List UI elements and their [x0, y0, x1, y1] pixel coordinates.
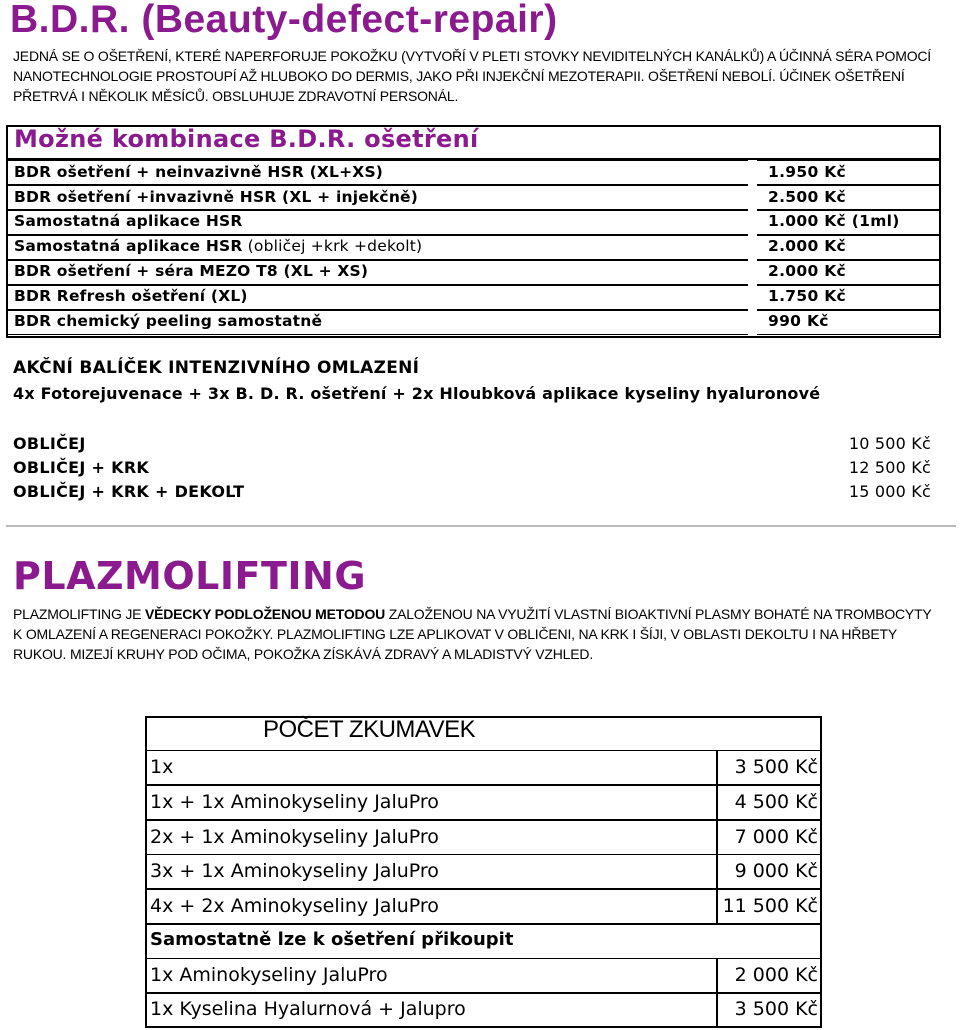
tube-row-label: 1x Aminokyseliny JaluPro: [150, 964, 388, 986]
combination-price: 1.750 Kč: [768, 287, 847, 305]
combination-price: 2.000 Kč: [768, 262, 847, 280]
package-description: 4x Fotorejuvenace + 3x B. D. R. ošetření + 2x Hloubková aplikace kyseliny hyaluronové: [13, 384, 821, 403]
combination-price: 2.500 Kč: [768, 188, 847, 206]
tube-row-price: 2 000 Kč: [734, 964, 818, 986]
intro-paragraph: JEDNÁ SE O OŠETŘENÍ, KTERÉ NAPERFORUJE POKOŽKU (VYTVOŘÍ V PLETI STOVKY NEVIDITELNÝCH KANÁLKŮ) A ÚČINNÁ SÉRA POMOCÍ NANOTECHNOLOGIE PROSTOUPÍ AŽ HLUBOKO DO DERMIS, JAKO PŘI INJEKČNÍ MEZOTERAPII. OŠETŘENÍ NEBOLÍ. ÚČINEK OŠETŘENÍ PŘETRVÁ I NĚKOLIK MĚSÍCŮ. OBSLUHUJE ZDRAVOTNÍ PERSONÁL.: [13, 48, 931, 104]
plazmolifting-emphasis: VĚDECKY PODLOŽENOU METODOU: [144, 606, 386, 622]
tubes-table-header: POČET ZKUMAVEK: [263, 716, 476, 743]
combination-label: BDR ošetření + neinvazivně HSR (XL+XS): [14, 163, 384, 181]
tubes-extra-title: Samostatně lze k ošetření přikoupit: [150, 929, 514, 950]
package-item-label: OBLIČEJ + KRK: [13, 458, 150, 477]
tube-row-price: 11 500 Kč: [722, 895, 818, 917]
combination-price: 1.000 Kč (1ml): [768, 212, 900, 230]
table-row: [145, 750, 822, 785]
page-title: B.D.R. (Beauty-defect-repair): [10, 0, 558, 41]
tube-row-price: 7 000 Kč: [734, 826, 818, 848]
package-item-label: OBLIČEJ: [13, 434, 86, 453]
combination-price: 990 Kč: [768, 312, 829, 330]
tube-row-label: 4x + 2x Aminokyseliny JaluPro: [150, 895, 439, 917]
package-item-price: 15 000 Kč: [848, 482, 931, 501]
section-divider: [6, 525, 956, 527]
tube-row-label: 2x + 1x Aminokyseliny JaluPro: [150, 826, 439, 848]
combination-label: BDR Refresh ošetření (XL): [14, 287, 248, 305]
tube-row-label: 1x + 1x Aminokyseliny JaluPro: [150, 791, 439, 813]
package-title: AKČNÍ BALÍČEK INTENZIVNÍHO OMLAZENÍ: [13, 358, 420, 378]
combination-label: BDR ošetření + séra MEZO T8 (XL + XS): [14, 262, 369, 280]
combination-label: BDR ošetření +invazivně HSR (XL + injekčně): [14, 188, 419, 206]
package-item-price: 10 500 Kč: [848, 434, 931, 453]
tube-row-price: 3 500 Kč: [734, 998, 818, 1020]
combination-label: BDR chemický peeling samostatně: [14, 312, 323, 330]
combination-label: Samostatná aplikace HSR: [14, 212, 243, 230]
tube-row-label: 1x: [150, 756, 174, 778]
tube-row-price: 4 500 Kč: [734, 791, 818, 813]
package-item-label: OBLIČEJ + KRK + DEKOLT: [13, 482, 245, 501]
combination-price: 2.000 Kč: [768, 237, 847, 255]
combination-label: Samostatná aplikace HSR (obličej +krk +dekolt): [14, 237, 423, 255]
plazmolifting-description: PLAZMOLIFTING JE VĚDECKY PODLOŽENOU METODOU ZALOŽENOU NA VYUŽITÍ VLASTNÍ BIOAKTIVNÍ PLASMY BOHATÉ NA TROMBOCYTY K OMLAZENÍ A REGENERACI POKOŽKY. PLAZMOLIFTING LZE APLIKOVAT V OBLIČENI, NA KRK I ŠÍJI, V OBLASTI DEKOLTU I NA HŘBETY RUKOU. MIZEJÍ KRUHY POD OČIMA, POKOŽKA ZÍSKÁVÁ ZDRAVÝ A MLADISTVÝ VZHLED.: [13, 606, 932, 662]
tube-row-price: 3 500 Kč: [734, 756, 818, 778]
tube-row-price: 9 000 Kč: [734, 860, 818, 882]
combinations-title: Možné kombinace B.D.R. ošetření: [14, 125, 479, 153]
tube-row-label: 3x + 1x Aminokyseliny JaluPro: [150, 860, 439, 882]
tube-row-label: 1x Kyselina Hyalurnová + Jalupro: [150, 998, 466, 1020]
package-item-price: 12 500 Kč: [848, 458, 931, 477]
plazmolifting-title: PLAZMOLIFTING: [13, 554, 367, 598]
combination-price: 1.950 Kč: [768, 163, 847, 181]
